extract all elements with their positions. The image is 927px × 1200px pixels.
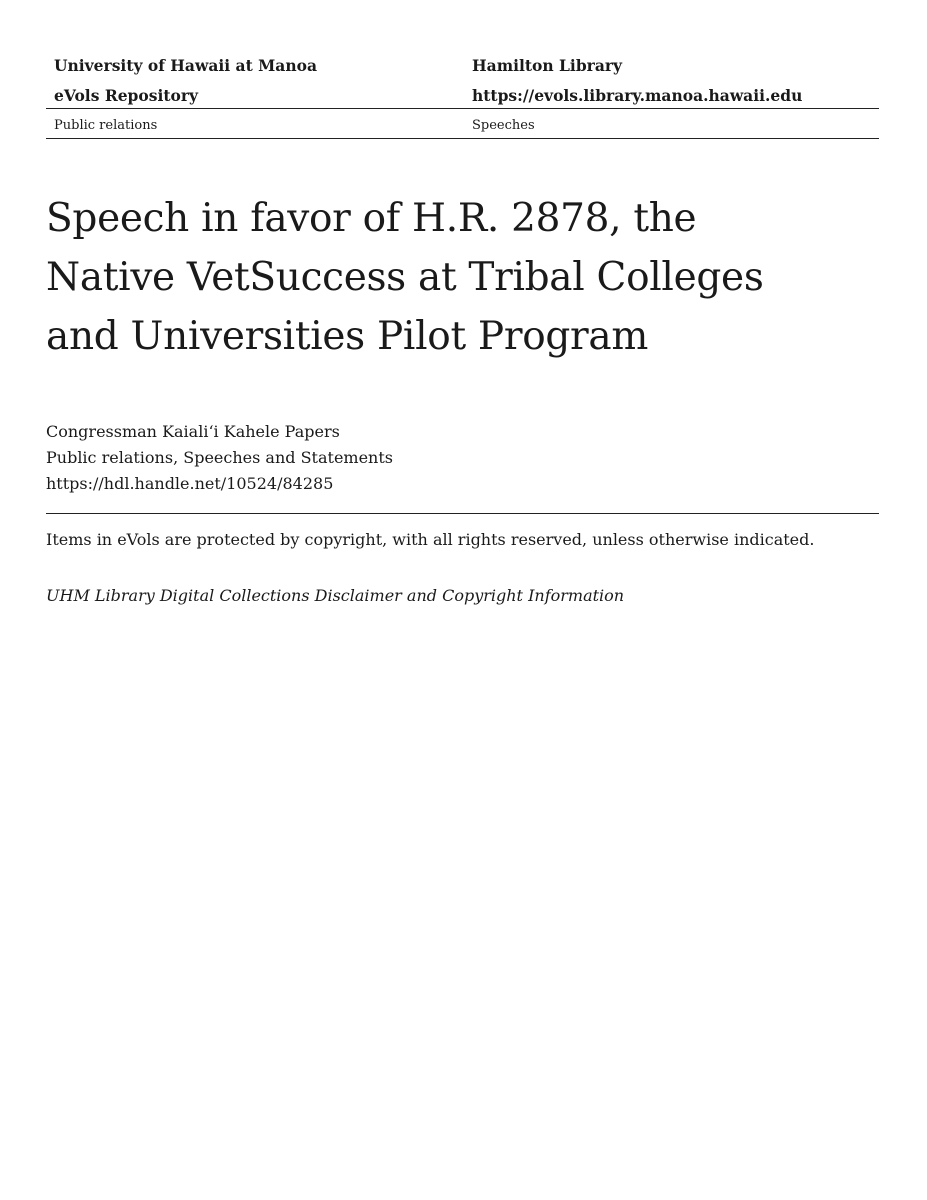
category-label: Speeches: [472, 118, 535, 133]
title-line: Native VetSuccess at Tribal Colleges: [46, 255, 764, 300]
repository-header: [46, 52, 879, 139]
handle-link[interactable]: https://hdl.handle.net/10524/84285: [46, 474, 334, 493]
divider: [46, 513, 879, 514]
title-line: Speech in favor of H.R. 2878, the: [46, 196, 697, 241]
repository-url: https://evols.library.manoa.hawaii.edu: [472, 86, 803, 105]
institution-name: University of Hawaii at Manoa: [54, 56, 317, 75]
header-row-1: [46, 52, 879, 82]
collection-name: Congressman Kaialiʻi Kahele Papers: [46, 422, 340, 441]
collection-label: Public relations: [54, 118, 158, 133]
title-line: and Universities Pilot Program: [46, 314, 649, 359]
library-name: Hamilton Library: [472, 56, 623, 75]
document-metadata: [46, 419, 393, 497]
header-row-2: [46, 82, 879, 109]
series-name: Public relations, Speeches and Statements: [46, 448, 393, 467]
document-title: [46, 189, 826, 366]
rights-statement: Items in eVols are protected by copyright, with all rights reserved, unless otherwise indicated.: [46, 530, 815, 549]
disclaimer-link[interactable]: UHM Library Digital Collections Disclaimer and Copyright Information: [46, 586, 625, 605]
repository-name: eVols Repository: [54, 86, 199, 105]
header-row-3: [46, 109, 879, 139]
